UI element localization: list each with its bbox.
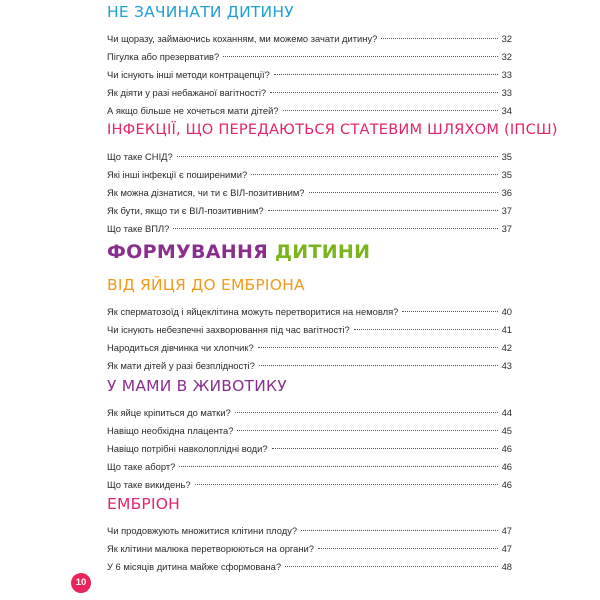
section-title: У МАМИ В ЖИВОТИКУ: [107, 377, 287, 395]
section-title: НЕ ЗАЧИНАТИ ДИТИНУ: [107, 3, 294, 21]
toc-entry-page: 40: [501, 306, 512, 317]
toc-section-embryo: [100, 494, 520, 576]
toc-entry-text: У 6 місяців дитина майже сформована?: [107, 561, 282, 572]
toc-entry-text: Як можна дізнатися, чи ти є ВІЛ-позитивним?: [107, 187, 305, 198]
leader-dots: [309, 192, 498, 193]
toc-entry[interactable]: [100, 102, 520, 120]
toc-section-no-conception: [100, 2, 520, 120]
toc-entry-page: 37: [501, 205, 512, 216]
toc-entry-page: 33: [501, 69, 512, 80]
toc-entry[interactable]: [100, 202, 520, 220]
toc-section-egg-to-embryo: [100, 275, 520, 375]
toc-entry-page: 41: [501, 324, 512, 335]
leader-dots: [237, 430, 497, 431]
toc-entry-page: 37: [501, 223, 512, 234]
toc-entry-page: 47: [501, 543, 512, 554]
toc-entry-page: 46: [501, 461, 512, 472]
toc-entry-text: Як мати дітей у разі безплідності?: [107, 360, 255, 371]
toc-entry[interactable]: [100, 220, 520, 238]
toc-entry[interactable]: [100, 303, 520, 321]
section-title: ІНФЕКЦІЇ, ЩО ПЕРЕДАЮТЬСЯ СТАТЕВИМ ШЛЯХОМ (ІПСШ): [107, 121, 558, 138]
leader-dots: [223, 56, 497, 57]
toc-entry[interactable]: [100, 148, 520, 166]
toc-entry-text: Пігулка або презерватив?: [107, 51, 220, 62]
toc-entry-text: Як бути, якщо ти є ВІЛ-позитивним?: [107, 205, 264, 216]
toc-entry[interactable]: [100, 422, 520, 440]
toc-entry-text: Народиться дівчинка чи хлопчик?: [107, 342, 254, 353]
toc-entry-text: Що таке ВПЛ?: [107, 223, 170, 234]
toc-entry[interactable]: [100, 540, 520, 558]
leader-dots: [381, 38, 497, 39]
toc-entry-page: 34: [501, 105, 512, 116]
toc-entry[interactable]: [100, 166, 520, 184]
toc-entry-text: Чи існують небезпечні захворювання під час вагітності?: [107, 324, 350, 335]
chapter-title-word1: ФОРМУВАННЯ: [107, 241, 269, 263]
section-title: ВІД ЯЙЦЯ ДО ЕМБРІОНА: [107, 276, 305, 294]
toc-entry-text: Навіщо потрібні навколоплідні води?: [107, 443, 268, 454]
toc-entry[interactable]: [100, 404, 520, 422]
leader-dots: [268, 210, 498, 211]
toc-entry-text: Чи продовжують множитися клітини плоду?: [107, 525, 298, 536]
toc-section-sti: [100, 120, 558, 238]
leader-dots: [270, 92, 497, 93]
leader-dots: [235, 412, 498, 413]
toc-entry[interactable]: [100, 30, 520, 48]
leader-dots: [402, 311, 497, 312]
section-title: ЕМБРІОН: [107, 495, 180, 513]
toc-entry-page: 45: [501, 425, 512, 436]
toc-list: [100, 404, 520, 494]
toc-entry[interactable]: [100, 321, 520, 339]
toc-entry-page: 32: [501, 51, 512, 62]
toc-entry-page: 42: [501, 342, 512, 353]
toc-entry[interactable]: [100, 558, 520, 576]
toc-entry-text: Як клітини малюка перетворюються на органи?: [107, 543, 314, 554]
toc-entry-page: 32: [501, 33, 512, 44]
toc-entry-page: 33: [501, 87, 512, 98]
page-number-badge: 10: [71, 573, 91, 593]
toc-entry-page: 44: [501, 407, 512, 418]
leader-dots: [259, 365, 498, 366]
toc-entry[interactable]: [100, 339, 520, 357]
toc-entry[interactable]: [100, 476, 520, 494]
leader-dots: [285, 566, 497, 567]
leader-dots: [195, 484, 498, 485]
chapter-title: [107, 240, 370, 264]
toc-entry[interactable]: [100, 522, 520, 540]
toc-entry-text: Що таке викидень?: [107, 479, 191, 490]
toc-entry-page: 48: [501, 561, 512, 572]
toc-entry-page: 46: [501, 479, 512, 490]
toc-entry[interactable]: [100, 440, 520, 458]
toc-list: [100, 522, 520, 576]
leader-dots: [318, 548, 498, 549]
leader-dots: [177, 156, 498, 157]
toc-section-in-mom-belly: [100, 376, 520, 494]
leader-dots: [251, 174, 497, 175]
toc-entry-page: 46: [501, 443, 512, 454]
toc-entry-page: 35: [501, 169, 512, 180]
toc-entry-page: 43: [501, 360, 512, 371]
toc-entry-text: Як яйце кріпиться до матки?: [107, 407, 231, 418]
leader-dots: [173, 228, 497, 229]
leader-dots: [258, 347, 498, 348]
toc-entry-text: Як сперматозоїд і яйцеклітина можуть перетворитися на немовля?: [107, 306, 399, 317]
leader-dots: [274, 74, 498, 75]
leader-dots: [283, 110, 498, 111]
leader-dots: [354, 329, 498, 330]
toc-entry-text: А якщо більше не хочеться мати дітей?: [107, 105, 279, 116]
toc-entry-text: Навіщо необхідна плацента?: [107, 425, 234, 436]
chapter-title-word2: ДИТИНИ: [275, 241, 371, 263]
toc-entry-text: Чи існують інші методи контрацепції?: [107, 69, 270, 80]
toc-list: [100, 148, 520, 238]
toc-entry[interactable]: [100, 84, 520, 102]
toc-entry[interactable]: [100, 458, 520, 476]
toc-entry-text: Які інші інфекції є поширеними?: [107, 169, 248, 180]
toc-entry-page: 47: [501, 525, 512, 536]
toc-entry[interactable]: [100, 184, 520, 202]
toc-entry-text: Що таке аборт?: [107, 461, 176, 472]
toc-entry-page: 36: [501, 187, 512, 198]
toc-list: [100, 303, 520, 375]
toc-list: [100, 30, 520, 120]
toc-entry[interactable]: [100, 66, 520, 84]
toc-entry[interactable]: [100, 48, 520, 66]
toc-entry[interactable]: [100, 357, 520, 375]
toc-entry-text: Як діяти у разі небажаної вагітності?: [107, 87, 267, 98]
toc-entry-text: Чи щоразу, займаючись коханням, ми можемо зачати дитину?: [107, 33, 378, 44]
leader-dots: [301, 530, 497, 531]
leader-dots: [179, 466, 497, 467]
toc-entry-text: Що таке СНІД?: [107, 151, 173, 162]
toc-entry-page: 35: [501, 151, 512, 162]
leader-dots: [272, 448, 498, 449]
